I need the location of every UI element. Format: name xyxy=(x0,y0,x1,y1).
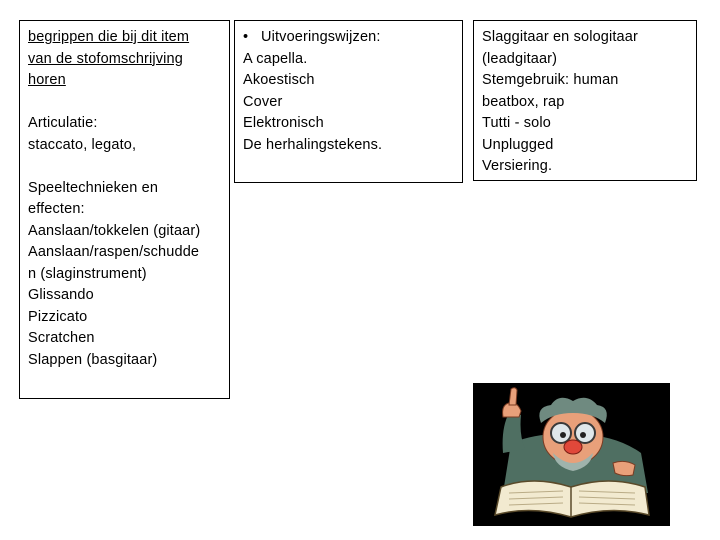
right-line-5: Tutti - solo xyxy=(482,115,551,131)
professor-reading-book-icon xyxy=(473,383,670,526)
right-hand xyxy=(613,461,635,475)
guitar-voice-text-box xyxy=(473,20,697,181)
speeltechnieken-line-7: Pizzicato xyxy=(28,308,88,325)
bullet-text: Uitvoeringswijzen: xyxy=(261,29,381,45)
speeltechnieken-line-2: effecten: xyxy=(28,201,85,217)
articulatie-label: Articulatie: xyxy=(28,115,98,131)
performance-modes-text-box xyxy=(234,20,463,183)
mode-line-3: Cover xyxy=(243,93,283,110)
speeltechnieken-line-8: Scratchen xyxy=(28,330,95,346)
speeltechnieken-line-6: Glissando xyxy=(28,287,94,303)
heading-line-3: horen xyxy=(28,72,66,88)
concepts-text-box xyxy=(19,20,230,399)
eye-right xyxy=(580,432,586,438)
mode-line-1: A capella. xyxy=(243,50,308,67)
mode-line-5: De herhalingstekens. xyxy=(243,136,383,153)
heading-line-2: van de stofomschrijving xyxy=(28,50,183,67)
right-line-1: Slaggitaar en sologitaar xyxy=(482,29,638,45)
mode-line-4: Elektronisch xyxy=(243,115,324,131)
mode-line-2: Akoestisch xyxy=(243,72,315,88)
speeltechnieken-line-3: Aanslaan/tokkelen (gitaar) xyxy=(28,222,201,239)
speeltechnieken-line-5: n (slaginstrument) xyxy=(28,265,147,282)
right-line-2: (leadgitaar) xyxy=(482,50,558,67)
bullet-glyph: • xyxy=(243,29,249,45)
speeltechnieken-line-9: Slappen (basgitaar) xyxy=(28,351,158,368)
nose xyxy=(564,440,582,454)
right-line-3: Stemgebruik: human xyxy=(482,72,619,88)
eye-left xyxy=(560,432,566,438)
bullet-item xyxy=(243,27,454,49)
articulatie-value: staccato, legato, xyxy=(28,136,137,153)
right-line-4: beatbox, rap xyxy=(482,93,565,110)
speeltechnieken-line-1: Speeltechnieken en xyxy=(28,179,159,196)
speeltechnieken-line-4: Aanslaan/raspen/schudde xyxy=(28,244,200,260)
right-line-7: Versiering. xyxy=(482,158,553,174)
right-line-6: Unplugged xyxy=(482,136,554,153)
heading-line-1: begrippen die bij dit item xyxy=(28,29,190,45)
